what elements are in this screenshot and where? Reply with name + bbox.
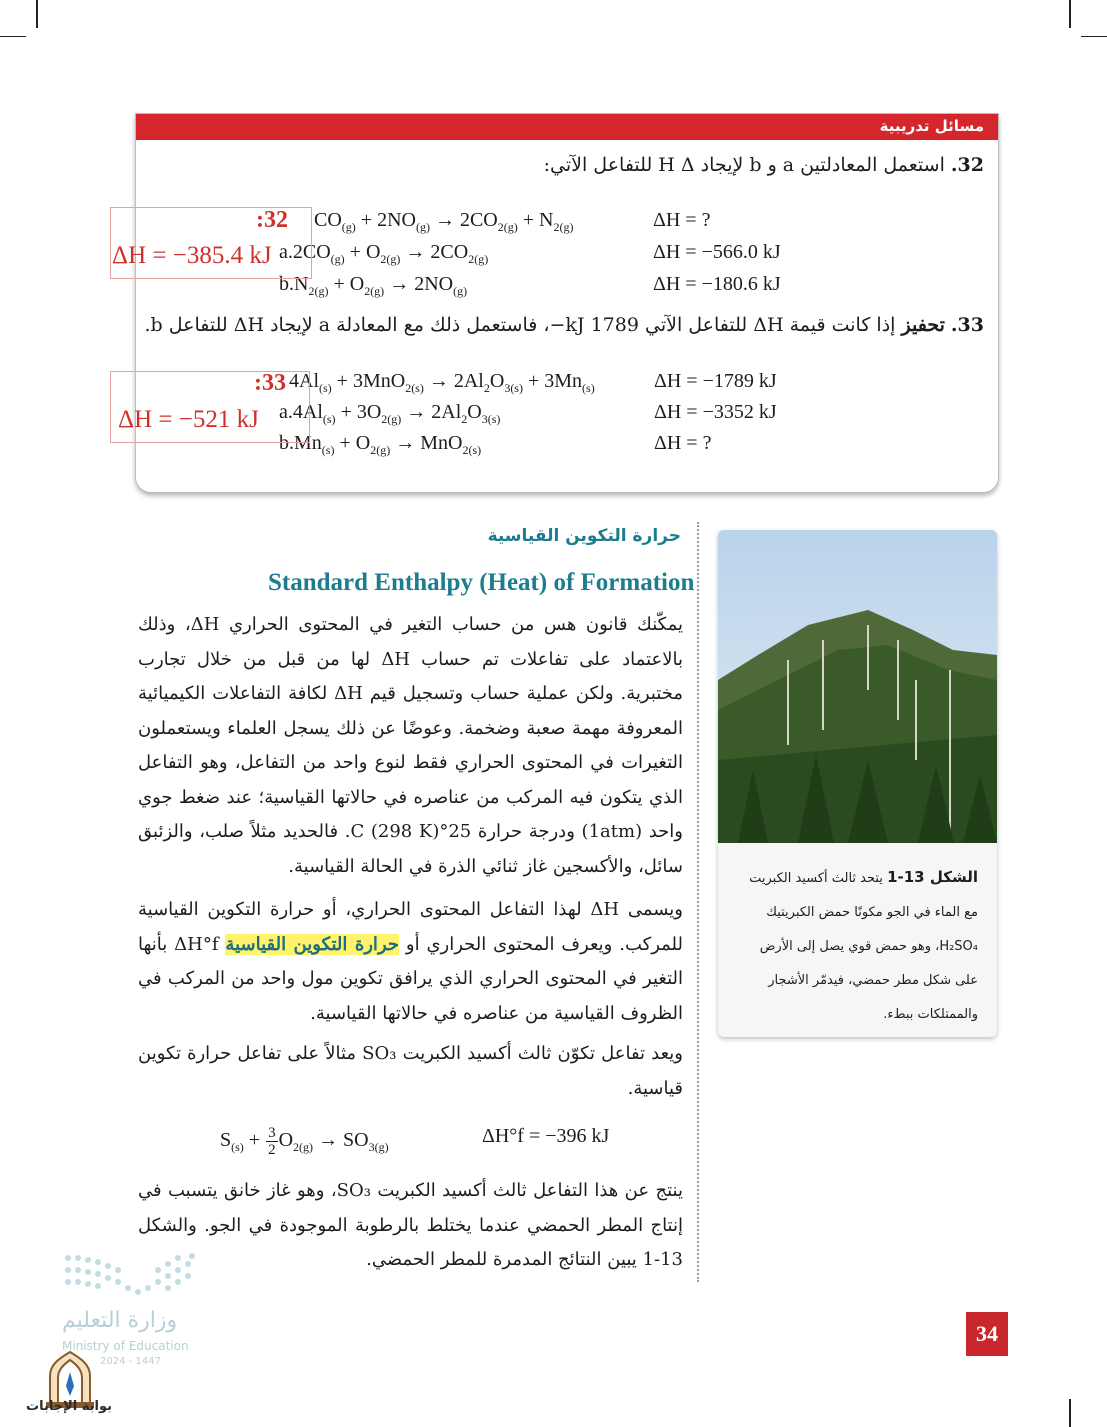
ministry-name-arabic: وزارة التعليم	[62, 1308, 178, 1333]
formation-enthalpy: ΔH°f = −396 kJ	[482, 1125, 610, 1147]
equation-target-32: $CO_{(g)} + 2NO_{(g)} \to 2CO_{2(g)} + N_{2(g)}$	[314, 209, 574, 234]
paragraph-text: ينتج عن هذا التفاعل ثالث أكسيد الكبريت SO₃، وهو غاز خانق يتسبب في إنتاج المطر الحمضي عندما يختلط بالرطوبة الموجودة في الجو. والشكل 13-1 يبين النتائج المدمرة للمطر الحمضي.	[138, 1180, 683, 1270]
highlighted-term: حرارة التكوين القياسية	[225, 933, 399, 955]
equation-a-33: $a.4Al_{(s)} + 3O_{2(g)} \to 2Al_2O_{3(s)}$	[279, 401, 501, 426]
crop-mark	[1069, 0, 1071, 28]
paragraph-4	[138, 1174, 683, 1278]
figure-caption-text: يتحد ثالث أكسيد الكبريت مع الماء في الجو مكونًا حمض الكبريتيك H₂SO₄، وهو حمض قوي يصل إلى الأرض على شكل مطر حمضي، فيدمّر الأشجار والممتلكات ببطء.	[749, 871, 978, 1022]
page-number: 34	[966, 1312, 1008, 1356]
equation-target-33: $4Al_{(s)} + 3MnO_{2(s)} \to 2Al_2O_{3(s)} + 3Mn_{(s)}$	[289, 370, 595, 395]
ministry-year: 2024 - 1447	[100, 1356, 161, 1367]
question-text: استعمل المعادلتين a و b لإيجاد H Δ للتفاعل الآتي:	[543, 154, 945, 176]
section-title-arabic: حرارة التكوين القياسية	[487, 526, 681, 546]
figure-caption	[734, 860, 978, 1032]
paragraph-text	[138, 893, 683, 1031]
question-keyword: تحفيز	[901, 314, 945, 336]
question-32	[544, 154, 984, 176]
crop-mark	[0, 36, 26, 37]
answer-value-33: ΔH = −521 kJ	[118, 406, 259, 433]
forest-photo-drawing	[718, 530, 997, 843]
forest-photo	[718, 530, 997, 843]
figure-13-1	[718, 530, 997, 1037]
crop-mark	[36, 0, 38, 28]
ministry-logo-dots	[62, 1252, 198, 1300]
practice-title: مسائل تدريبية	[879, 117, 984, 135]
dh-a-33: ΔH = −3352 kJ	[654, 401, 777, 423]
formation-equation: $S_{(s)}$ + $\frac{3}{2}$ $O_{2(g)} \to SO_{3(g)}$	[220, 1125, 389, 1158]
portal-name: بوابة الإجابات	[26, 1399, 112, 1414]
equation-b-32: $b.N_{2(g)} + O_{2(g)} \to 2NO_{(g)}$	[279, 273, 468, 298]
answer-label-32: :32	[256, 207, 288, 233]
answer-label-33: :33	[254, 370, 286, 396]
equation-a-32: $a.2CO_{(g)} + O_{2(g)} \to 2CO_{2(g)}$	[279, 241, 489, 266]
question-text: إذا كانت قيمة ΔH للتفاعل الآتي kJ 1789−، فاستعمل ذلك مع المعادلة a لإيجاد ΔH للتفاعل b.	[144, 314, 896, 336]
answer-value-32: ΔH = −385.4 kJ	[112, 242, 272, 269]
dh-target-32: ΔH = ?	[653, 209, 711, 231]
dh-target-33: ΔH = −1789 kJ	[654, 370, 777, 392]
question-number: 32.	[950, 154, 984, 176]
paragraph-text: ويعد تفاعل تكوّن ثالث أكسيد الكبريت SO₃ مثالاً على تفاعل حرارة تكوين قياسية.	[138, 1043, 683, 1099]
paragraph-3	[138, 1037, 683, 1106]
section-title-english: Standard Enthalpy (Heat) of Formation	[268, 569, 695, 596]
question-number: 33.	[950, 314, 984, 336]
column-separator	[697, 522, 699, 1282]
question-33	[145, 314, 985, 336]
paragraph-text-part: ΔH°f بأنها التغير في المحتوى الحراري الذي يرافق تكوين مول واحد من المركب في الظروف القياسية من عناصره في حالاتها القياسية.	[138, 933, 683, 1024]
paragraph-text: يمكّنك قانون هس من حساب التغير في المحتوى الحراري ΔH، وذلك بالاعتماد على تفاعلات تم حساب ΔH لها من قبل من خلال تجارب مختبرية. ولكن عملية حساب وتسجيل قيم ΔH لكافة التفاعلات الكيميائية المعروفة مهمة صعبة وضخمة. وعوضًا عن ذلك يسجل العلماء ويستعملون التغيرات في المحتوى الحراري فقط لنوع واحد من التفاعل، وهو التفاعل الذي يتكون فيه المركب من عناصره في حالاتها القياسية؛ عند ضغط جوي واحد (1atm) ودرجة حرارة 25°C (298 K). فالحديد مثلاً صلب، والزئبق سائل، والأكسجين غاز ثنائي الذرة في الحالة القياسية.	[138, 614, 684, 877]
fraction-three-halves: $\frac{3}{2}$	[268, 1125, 276, 1158]
equation-b-33: $b.Mn_{(s)} + O_{2(g)} \to MnO_{2(s)}$	[279, 432, 482, 457]
dh-a-32: ΔH = −566.0 kJ	[653, 241, 781, 263]
crop-mark	[1081, 36, 1107, 37]
paragraph-1	[138, 608, 683, 884]
figure-label: الشكل 13-1	[887, 868, 978, 886]
ministry-name-english: Ministry of Education	[62, 1339, 189, 1353]
crop-mark	[1069, 1399, 1071, 1427]
paragraph-text-part: ويسمى ΔH لهذا التفاعل المحتوى الحراري، أو حرارة التكوين القياسية للمركب. ويعرف المحتوى الحراري أو	[138, 899, 683, 955]
dh-b-33: ΔH = ?	[654, 432, 712, 454]
practice-header-bar	[136, 114, 998, 140]
paragraph-2	[138, 893, 683, 1031]
dh-b-32: ΔH = −180.6 kJ	[653, 273, 781, 295]
